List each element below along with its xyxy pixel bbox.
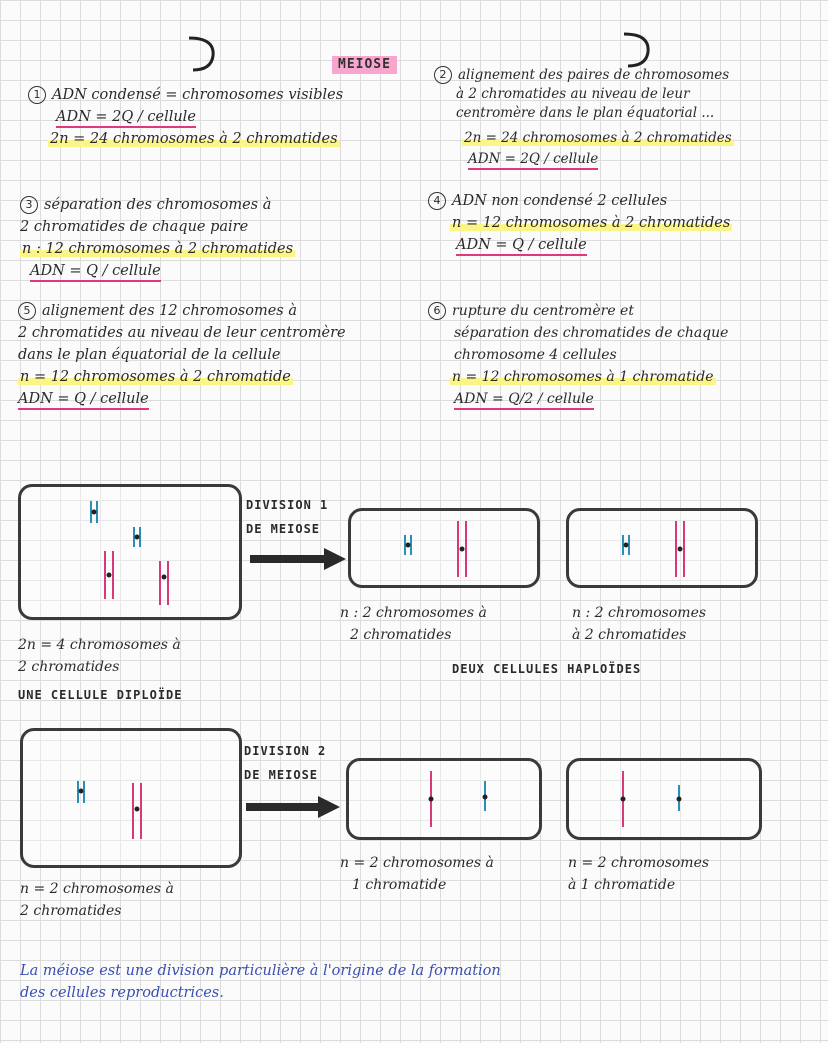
pink-chromosome xyxy=(676,521,684,577)
conclusion-line-1: La méiose est une division particulière à l'origine de la formation xyxy=(20,963,501,979)
blue-chromosome xyxy=(405,535,411,555)
step-4 xyxy=(428,190,732,256)
step-4-number: 4 xyxy=(428,192,446,210)
pink-chromosome xyxy=(458,521,466,577)
gamete-cell-1-caption: n = 2 chromosomes à 1 chromatide xyxy=(340,855,494,893)
step-5-number: 5 xyxy=(18,302,36,320)
arrow-right-icon xyxy=(250,548,346,570)
pink-chromatid xyxy=(429,771,434,827)
step-3-number: 3 xyxy=(20,196,38,214)
binder-ring-left-icon xyxy=(185,34,219,74)
haploid-cell-1 xyxy=(348,508,540,588)
arrow-right-icon xyxy=(246,796,340,818)
division-2-label: DIVISION 2 DE MEIOSE xyxy=(244,744,327,782)
step-2-line-2: à 2 chromatides au niveau de leur xyxy=(456,86,690,102)
step-4-line-2: n = 12 chromosomes à 2 chromatides xyxy=(452,215,731,231)
step-2-line-4: 2n = 24 chromosomes à 2 chromatides xyxy=(464,130,732,146)
blue-chromosome-2 xyxy=(134,527,140,547)
step-5-line-1: alignement des 12 chromosomes à xyxy=(42,303,297,319)
haploid-cell-2-caption: n : 2 chromosomes à 2 chromatides xyxy=(572,605,707,643)
conclusion xyxy=(20,960,501,1004)
pink-chromosome xyxy=(133,783,141,839)
step-1-line-3: 2n = 24 chromosomes à 2 chromatides xyxy=(50,131,338,147)
step-5-line-3: dans le plan équatorial de la cellule xyxy=(18,347,281,363)
step-2-number: 2 xyxy=(434,66,452,84)
pink-chromosome-1 xyxy=(105,551,113,599)
step-6-line-2: séparation des chromatides de chaque xyxy=(454,325,729,341)
blue-chromosome xyxy=(623,535,629,555)
diploid-title: UNE CELLULE DIPLOÏDE xyxy=(18,688,183,702)
blue-chromatid xyxy=(483,781,488,811)
haploid-title: DEUX CELLULES HAPLOÏDES xyxy=(452,662,642,676)
pink-chromosome-2 xyxy=(160,561,168,605)
step-2-line-5: ADN = 2Q / cellule xyxy=(468,151,598,170)
step-3-line-1: séparation des chromosomes à xyxy=(44,197,272,213)
page-title: MEIOSE xyxy=(332,56,397,74)
binder-ring-right-icon xyxy=(620,30,654,70)
step-2-line-1: alignement des paires de chromosomes xyxy=(458,67,730,83)
step-6 xyxy=(428,300,728,410)
diploid-cell xyxy=(18,484,242,620)
step-3-line-2: 2 chromatides de chaque paire xyxy=(20,219,249,235)
step-6-line-3: chromosome 4 cellules xyxy=(454,347,617,363)
conclusion-line-2: des cellules reproductrices. xyxy=(20,985,224,1001)
step-6-line-5: ADN = Q/2 / cellule xyxy=(454,391,594,410)
step-3-line-4: ADN = Q / cellule xyxy=(30,263,161,282)
division-2-start-chromosomes xyxy=(23,731,239,865)
haploid-cell-1-caption: n : 2 chromosomes à 2 chromatides xyxy=(340,605,487,643)
diploid-cell-chromosomes xyxy=(21,487,239,617)
step-5-line-2: 2 chromatides au niveau de leur centromère xyxy=(18,325,346,341)
haploid-cell-2-chromosomes xyxy=(569,511,755,585)
step-2 xyxy=(434,66,734,169)
step-2-line-3: centromère dans le plan équatorial ... xyxy=(456,105,715,121)
step-4-line-3: ADN = Q / cellule xyxy=(456,237,587,256)
gamete-cell-1 xyxy=(346,758,542,840)
haploid-cell-2 xyxy=(566,508,758,588)
division-2-start-caption: n = 2 chromosomes à 2 chromatides xyxy=(20,881,174,919)
step-3 xyxy=(20,194,295,282)
gamete-cell-2 xyxy=(566,758,762,840)
step-6-line-1: rupture du centromère et xyxy=(452,303,634,319)
division-1-label: DIVISION 1 DE MEIOSE xyxy=(246,498,329,536)
step-5-line-4: n = 12 chromosomes à 2 chromatide xyxy=(20,369,291,385)
diploid-caption: 2n = 4 chromosomes à 2 chromatides xyxy=(18,637,181,675)
blue-chromosome xyxy=(78,781,84,803)
blue-chromatid xyxy=(677,785,682,811)
gamete-cell-1-chromosomes xyxy=(349,761,539,837)
gamete-cell-2-chromosomes xyxy=(569,761,759,837)
step-4-line-1: ADN non condensé 2 cellules xyxy=(452,193,668,209)
division-2-start-cell xyxy=(20,728,242,868)
step-3-line-3: n : 12 chromosomes à 2 chromatides xyxy=(22,241,294,257)
step-6-number: 6 xyxy=(428,302,446,320)
step-5 xyxy=(18,300,346,410)
gamete-cell-2-caption: n = 2 chromosomes à 1 chromatide xyxy=(568,855,710,893)
step-1 xyxy=(28,84,343,150)
step-1-line-1: ADN condensé = chromosomes visibles xyxy=(52,87,344,103)
step-5-line-5: ADN = Q / cellule xyxy=(18,391,149,410)
haploid-cell-1-chromosomes xyxy=(351,511,537,585)
step-6-line-4: n = 12 chromosomes à 1 chromatide xyxy=(452,369,714,385)
step-1-line-2: ADN = 2Q / cellule xyxy=(56,109,196,128)
blue-chromosome-1 xyxy=(91,501,97,523)
step-1-number: 1 xyxy=(28,86,46,104)
pink-chromatid xyxy=(621,771,626,827)
